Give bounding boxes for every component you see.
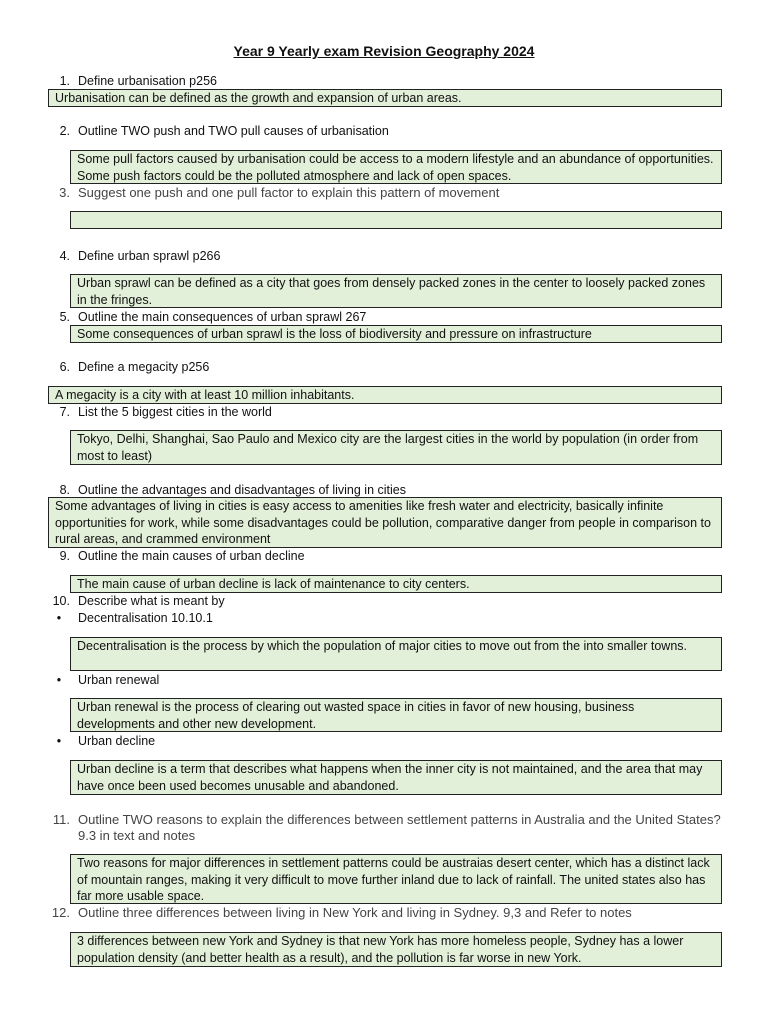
question-3 <box>48 185 499 201</box>
answer-box-3[interactable] <box>70 211 722 229</box>
answer-box-urban-renewal[interactable]: Urban renewal is the process of clearing out wasted space in cities in favor of new housing, business developments and other new development. <box>70 698 722 732</box>
answer-box-2[interactable]: Some pull factors caused by urbanisation could be access to a modern lifestyle and an abundance of opportunities. Some push factors could be the polluted atmosphere and lack of open spaces. <box>70 150 722 184</box>
bullet-text: Decentralisation 10.10.1 <box>78 611 213 625</box>
bullet-icon: • <box>56 673 62 687</box>
answer-box-7[interactable]: Tokyo, Delhi, Shanghai, Sao Paulo and Mexico city are the largest cities in the world by population (in order from most to least) <box>70 430 722 465</box>
answer-box-urban-decline[interactable]: Urban decline is a term that describes what happens when the inner city is not maintained, and the area that may have once been used becomes unusable and abandoned. <box>70 760 722 795</box>
question-text: Define a megacity p256 <box>78 360 210 374</box>
answer-box-9[interactable]: The main cause of urban decline is lack of maintenance to city centers. <box>70 575 722 593</box>
answer-box-11[interactable]: Two reasons for major differences in settlement patterns could be austraias desert center, which has a distinct lack of mountain ranges, making it very difficult to move further inland due to lack of rainfall. The united states also has far more usable space. <box>70 854 722 904</box>
question-number: 5. <box>59 310 70 324</box>
question-text: Outline the main consequences of urban sprawl 267 <box>78 310 367 324</box>
question-number: 12. <box>51 905 70 920</box>
question-5 <box>48 309 366 325</box>
question-text: Define urban sprawl p266 <box>78 249 221 263</box>
question-text: List the 5 biggest cities in the world <box>78 405 272 419</box>
question-number: 10. <box>52 594 70 608</box>
bullet-urban-decline <box>48 733 155 749</box>
answer-box-6[interactable]: A megacity is a city with at least 10 million inhabitants. <box>48 386 722 404</box>
question-text: Suggest one push and one pull factor to explain this pattern of movement <box>78 185 500 200</box>
question-1 <box>48 73 217 89</box>
question-text: Outline TWO push and TWO pull causes of urbanisation <box>78 124 389 138</box>
question-4 <box>48 248 220 264</box>
question-number: 6. <box>59 360 70 374</box>
question-text: Outline the advantages and disadvantages of living in cities <box>78 483 406 497</box>
bullet-text: Urban renewal <box>78 673 160 687</box>
question-text: Describe what is meant by <box>78 594 225 608</box>
bullet-urban-renewal <box>48 672 159 688</box>
question-number: 2. <box>59 124 70 138</box>
question-number: 7. <box>59 405 70 419</box>
question-11 <box>48 812 728 844</box>
bullet-text: Urban decline <box>78 734 156 748</box>
question-9 <box>48 548 305 564</box>
question-12 <box>48 905 632 921</box>
page-title: Year 9 Yearly exam Revision Geography 2024 <box>233 43 535 59</box>
question-number: 4. <box>59 249 70 263</box>
question-number: 3. <box>59 185 70 200</box>
answer-box-5[interactable]: Some consequences of urban sprawl is the loss of biodiversity and pressure on infrastructure <box>70 325 722 343</box>
answer-box-decentralisation[interactable]: Decentralisation is the process by which the population of major cities to move out from the into smaller towns. <box>70 637 722 671</box>
question-2 <box>48 123 389 139</box>
bullet-icon: • <box>56 611 62 625</box>
answer-box-12[interactable]: 3 differences between new York and Sydney is that new York has more homeless people, Sydney has a lower population density (and better health as a result), and the pollution is far worse in new York. <box>70 932 722 967</box>
question-7 <box>48 404 272 420</box>
bullet-icon: • <box>56 734 62 748</box>
question-10 <box>48 593 225 609</box>
question-8 <box>48 482 406 498</box>
question-text: Define urbanisation p256 <box>78 74 217 88</box>
question-number: 11. <box>52 812 70 827</box>
answer-box-8[interactable]: Some advantages of living in cities is easy access to amenities like fresh water and electricity, basically infinite opportunities for work, while some disadvantages could be pollution, comparative danger from people in comparison to rural areas, and crammed environment <box>48 497 722 548</box>
answer-box-4[interactable]: Urban sprawl can be defined as a city that goes from densely packed zones in the center to loosely packed zones in the fringes. <box>70 274 722 308</box>
question-6 <box>48 359 209 375</box>
question-text: Outline TWO reasons to explain the differences between settlement patterns in Australia and the United States? 9.3 in text and notes <box>78 812 721 843</box>
question-number: 9. <box>59 549 70 563</box>
question-text: Outline three differences between living in New York and living in Sydney. 9,3 and Refer to notes <box>78 905 632 920</box>
bullet-decentralisation <box>48 610 213 626</box>
question-number: 8. <box>59 483 70 497</box>
question-number: 1. <box>59 74 70 88</box>
answer-box-1[interactable]: Urbanisation can be defined as the growth and expansion of urban areas. <box>48 89 722 107</box>
question-text: Outline the main causes of urban decline <box>78 549 305 563</box>
